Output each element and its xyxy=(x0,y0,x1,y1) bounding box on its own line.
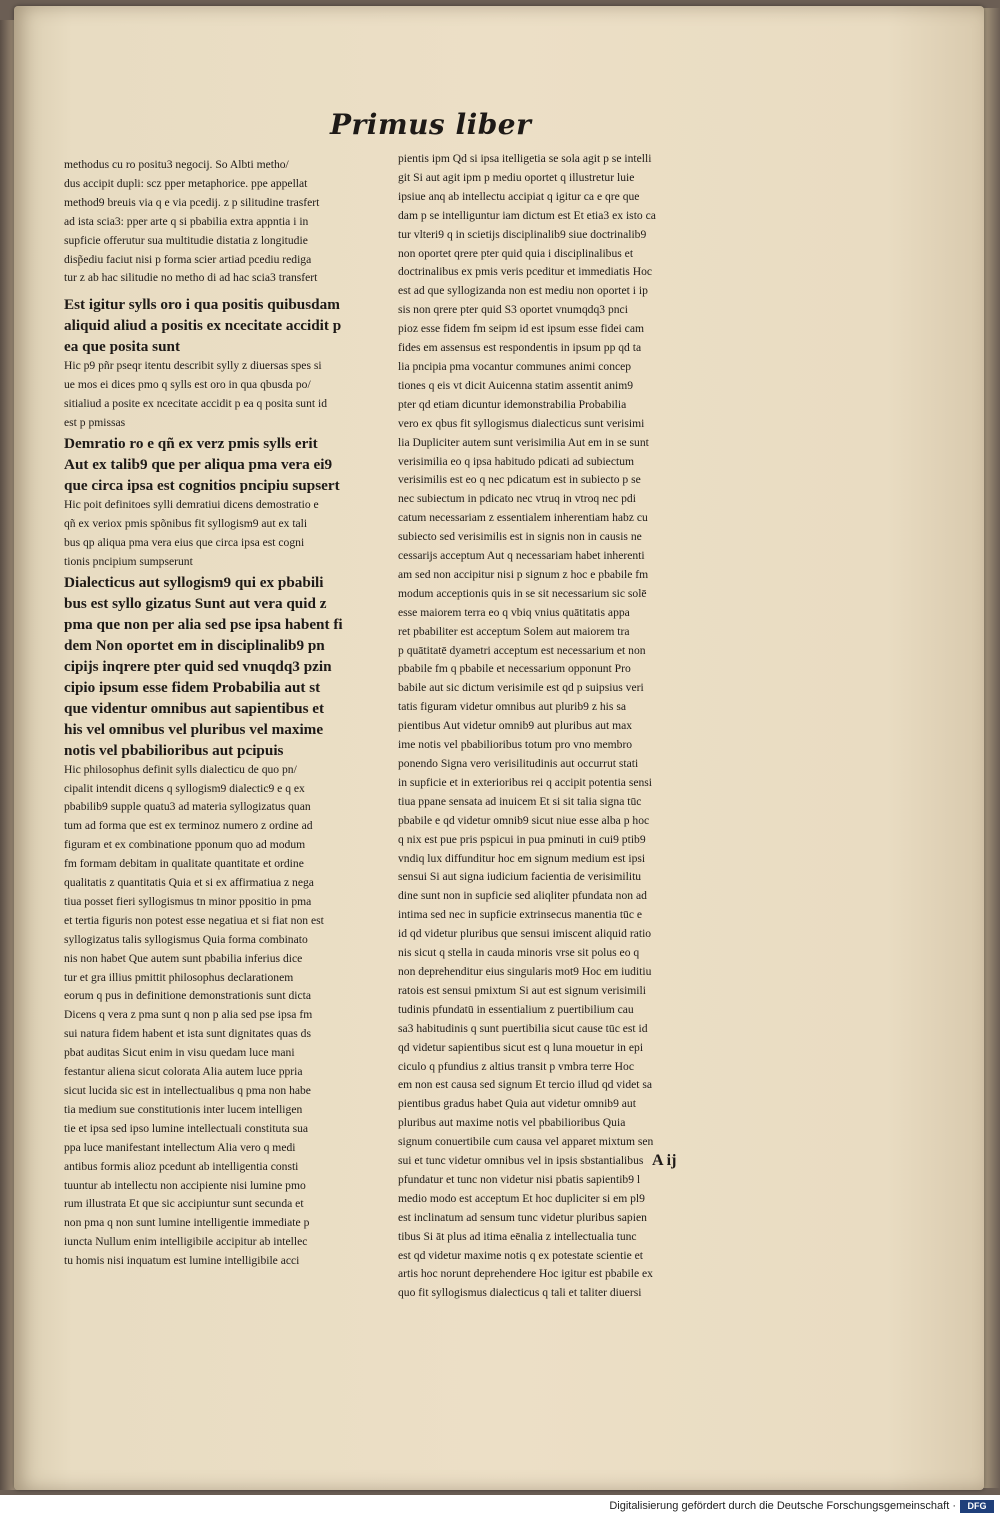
text-line-commentary: sicut lucida sic est in intellectualibus q pma non habe xyxy=(64,1084,311,1097)
text-line-commentary: nec subiectum in pdicato nec vtruq in vtroq nec pdi xyxy=(398,492,636,506)
text-line-commentary: am sed non accipitur nisi p signum z hoc e pbabile fm xyxy=(398,567,649,581)
text-line-commentary: pientis ipm Qd si ipsa itelligetia se sola agit p se intelli xyxy=(398,152,652,165)
text-line-major: ea que posita sunt xyxy=(64,338,181,356)
text-line-major: que videntur omnibus aut sapientibus et xyxy=(64,699,325,717)
text-line-commentary: non deprehenditur eius singularis mot9 Hoc em iuditiu xyxy=(398,964,652,978)
text-line-commentary: dam p se intelliguntur iam dictum est Et etia3 ex isto ca xyxy=(398,208,656,222)
text-line-commentary: esse maiorem terra eo q vbiq vnius quātitatis appa xyxy=(398,605,630,619)
text-line-commentary: ratois est sensui pmixtum Si aut est signum verisimili xyxy=(398,983,646,997)
text-line-major: his vel omnibus vel pluribus vel maxime xyxy=(64,720,324,738)
text-line-major: Est igitur sylls oro i qua positis quibusdam xyxy=(64,296,340,314)
text-line-commentary: Hic poit definitoes sylli demratiui dicens demostratio e xyxy=(64,497,319,511)
text-line-commentary: dus accipit dupli: scz pper metaphorice. ppe appellat xyxy=(64,176,308,190)
digitization-credit: Digitalisierung gefördert durch die Deutsche Forschungsgemeinschaft · xyxy=(609,1500,956,1512)
text-line-commentary: ponendo Signa vero verisilitudinis aut occurrut stati xyxy=(398,757,639,770)
text-line-commentary: festantur aliena sicut colorata Alia autem luce ppria xyxy=(64,1065,303,1079)
text-line-commentary: in supficie et in exterioribus rei q accipit potentia sensi xyxy=(398,775,653,789)
text-line-commentary: antibus formis alioz pcedunt ab intelligentia consti xyxy=(64,1159,299,1173)
text-line-commentary: qd videtur sapientibus sicut est q luna mouetur in epi xyxy=(398,1040,644,1054)
text-line-commentary: tie et ipsa sed ipso lumine intellectuali constituta sua xyxy=(64,1121,309,1135)
footer-bar xyxy=(0,1495,1000,1518)
text-line-commentary: artis hoc norunt deprehendere Hoc igitur est pbabile ex xyxy=(398,1267,653,1281)
text-line-commentary: pbabile fm q pbabile et necessarium opponunt Pro xyxy=(398,662,631,676)
text-line-commentary: intima sed nec in supficie extrinsecus manentia tūc e xyxy=(398,908,643,922)
text-line-commentary: pbabile e qd videtur omnib9 sicut niue esse alba p hoc xyxy=(398,813,650,827)
text-line-commentary: et tertia figuris non potest esse negatiua et si fiat non est xyxy=(64,913,324,927)
text-line-commentary: tiua posset fieri syllogismus tn minor ppositio in pma xyxy=(64,894,312,908)
text-line-commentary: methodus cu ro positu3 negocij. So Albti metho/ xyxy=(64,158,289,171)
text-line-commentary: eorum q pus in definitione demonstrationis sunt dicta xyxy=(64,989,311,1003)
text-line-commentary: tia medium sue constitutionis inter lucem intelligen xyxy=(64,1102,303,1116)
text-line-commentary: figuram et ex combinatione pponum quo ad modum xyxy=(64,838,306,852)
text-line-commentary: est p pmissas xyxy=(64,416,126,430)
text-line-commentary: ppa luce manifestant intellectum Alia vero q medi xyxy=(64,1140,296,1154)
text-line-commentary: q nix est pue pris pspicui in pua pminuti in cui9 ptib9 xyxy=(398,832,646,846)
text-line-commentary: sui natura fidem habent et ista sunt dignitates quas ds xyxy=(64,1027,311,1041)
text-line-commentary: ciculo q pfundius z altius transit p vmbra terre Hoc xyxy=(398,1059,634,1073)
text-line-commentary: lia Dupliciter autem sunt verisimilia Aut em in se sunt xyxy=(398,435,649,449)
text-line-commentary: cessarijs acceptum Aut q necessariam habet inherenti xyxy=(398,549,645,563)
text-line-commentary: fm formam debitam in qualitate quantitate et ordine xyxy=(64,857,304,871)
dfg-logo: DFG xyxy=(960,1500,994,1513)
text-line-commentary: lia pncipia pma vocantur communes animi concep xyxy=(398,359,632,373)
text-line-commentary: pter qd etiam dicuntur idemonstrabilia Probabilia xyxy=(398,397,627,411)
text-line-major: pma que non per alia sed pse ipsa habent fi xyxy=(64,615,343,633)
text-line-commentary: sis non qrere pter quid S3 oportet vnumqdq3 pnci xyxy=(398,303,628,317)
signature-mark: A ij xyxy=(652,1152,677,1169)
text-line-commentary: method9 breuis via q e via pcedij. z p silitudine trasfert xyxy=(64,195,320,209)
text-line-commentary: Dicens q vera z pma sunt q non p alia sed pse ipsa fm xyxy=(64,1008,313,1022)
text-line-commentary: vndiq lux diffunditur hoc em signum medium est ipsi xyxy=(398,851,646,865)
text-line-commentary: p quātitatē dyametri acceptum est necessarium et non xyxy=(398,643,646,657)
text-line-commentary: modum acceptionis quis in se sit necessarium sic solē xyxy=(398,586,647,600)
text-line-commentary: em non est causa sed signum Et tercio illud qd videt sa xyxy=(398,1078,653,1092)
text-line-commentary: pientibus Aut videtur omnib9 aut pluribus aut max xyxy=(398,719,633,733)
text-line-commentary: qualitatis z quantitatis Quia et si ex affirmatiua z nega xyxy=(64,876,314,890)
text-line-commentary: tum ad forma que est ex terminoz numero z ordine ad xyxy=(64,819,313,833)
text-line-major: aliquid aliud a positis ex ncecitate accidit p xyxy=(64,317,342,335)
text-line-major: dem Non oportet em in disciplinalib9 pn xyxy=(64,636,325,654)
text-line-commentary: ipsiue anq ab intellectu accipiat q igitur ca e qre que xyxy=(398,189,640,203)
text-line-commentary: nis sicut q stella in cauda minoris vrse sit polus eo q xyxy=(398,946,640,960)
text-line-commentary: supficie offerutur sua multitudie distatia z longitudie xyxy=(64,233,308,247)
text-line-commentary: tatis figuram videtur omnibus aut plurib9 z his sa xyxy=(398,700,626,714)
text-line-commentary: tudinis pfundatū in essentialium z puertibilium cau xyxy=(398,1002,634,1016)
text-line-commentary: tur z ab hac silitudie no metho di ad hac scia3 transfert xyxy=(64,271,318,285)
text-line-commentary: id qd videtur pluribus que sensui imiscent aliquid ratio xyxy=(398,927,652,941)
text-line-commentary: ue mos ei dices pmo q sylls est oro in qua qbusda po/ xyxy=(64,378,311,392)
text-line-commentary: est ad que syllogizanda non est mediu non oportet i ip xyxy=(398,284,648,298)
text-line-commentary: Hic p9 pñr pseqr itentu describit sylly z diuersas spes si xyxy=(64,359,322,373)
text-line-commentary: pbabilib9 supple quatu3 ad materia syllogizatus quan xyxy=(64,800,311,814)
text-line-commentary: sui et tunc videtur omnibus vel in ipsis sbstantialibus xyxy=(398,1154,644,1168)
text-line-commentary: tiua ppane sensata ad inuicem Et si sit talia signa tūc xyxy=(398,794,642,808)
text-line-commentary: syllogizatus talis syllogismus Quia forma combinato xyxy=(64,932,308,946)
text-line-commentary: non pma q non sunt lumine intelligentie immediate p xyxy=(64,1216,310,1230)
text-line-commentary: Hic philosophus definit sylls dialecticu de quo pn/ xyxy=(64,762,297,776)
text-line-commentary: bus qp aliqua pma vera eius que circa ipsa est cogni xyxy=(64,535,305,549)
running-head: Primus liber xyxy=(330,108,532,141)
text-line-commentary: subiecto sed verisimilis est in signis non in causis ne xyxy=(398,530,642,544)
text-line-commentary: tiones q eis vt dicit Auicenna statim assentit anim9 xyxy=(398,378,634,392)
text-line-commentary: est inclinatum ad sensum tunc videtur pluribus sapien xyxy=(398,1210,647,1224)
text-line-commentary: pfundatur et tunc non videtur nisi pbatis sapientib9 l xyxy=(398,1172,641,1186)
text-line-commentary: git Si aut agit ipm p mediu oportet q illustretur luie xyxy=(398,170,635,184)
text-line-major: cipijs inqrere pter quid sed vnuqdq3 pzin xyxy=(64,657,332,675)
text-line-commentary: doctrinalibus ex pmis veris pceditur et immediatis Hoc xyxy=(398,265,653,279)
text-line-commentary: tuuntur ab intellectu non accipiente nisi lumine pmo xyxy=(64,1178,306,1192)
text-line-commentary: vero ex qbus fit syllogismus dialecticus sunt verisimi xyxy=(398,416,645,430)
text-line-commentary: iuncta Nullum enim intelligibile accipitur ab intellec xyxy=(64,1235,308,1249)
text-line-commentary: pluribus aut maxime notis vel pbabilioribus Quia xyxy=(398,1116,626,1130)
text-line-commentary: fides em assensus est respondentis in ipsum pp qd ta xyxy=(398,341,642,355)
text-line-commentary: tibus Si āt plus ad itima eēnalia z intellectualia tunc xyxy=(398,1229,637,1243)
text-line-major: notis vel pbabilioribus aut pcipuis xyxy=(64,741,284,759)
text-line-commentary: sitialiud a posite ex ncecitate accidit p ea q posita sunt id xyxy=(64,397,328,411)
text-line-commentary: pientibus gradus habet Quia aut videtur omnib9 aut xyxy=(398,1097,636,1111)
text-line-major: Demratio ro e qñ ex verz pmis sylls erit xyxy=(64,434,318,452)
text-line-commentary: tur vlteri9 q in scietijs disciplinalib9 siue doctrinalib9 xyxy=(398,227,647,241)
text-line-commentary: sensui Si aut signa iudicium facientia de verisimilitu xyxy=(398,870,642,884)
text-line-commentary: sa3 habitudinis q sunt puertibilia sicut cause tūc est id xyxy=(398,1021,648,1035)
text-line-commentary: quo fit syllogismus dialecticus q tali et taliter diuersi xyxy=(398,1286,642,1300)
text-line-commentary: disp̃ediu faciut nisi p forma scier artiad pcediu rediga xyxy=(64,252,312,266)
text-line-major: que circa ipsa est cognitios pncipiu supsert xyxy=(64,476,340,494)
text-line-commentary: dine sunt non in supficie sed aliqliter pfundata non ad xyxy=(398,889,647,903)
text-line-commentary: tur et gra illius pmittit philosophus declarationem xyxy=(64,970,294,984)
text-line-major: bus est syllo gizatus Sunt aut vera quid z xyxy=(64,594,327,612)
text-line-commentary: ime notis vel pbabilioribus totum pro vno membro xyxy=(398,738,633,752)
left-text-column xyxy=(64,156,384,1271)
text-line-commentary: pioz esse fidem fm seipm id est ipsum esse fidei cam xyxy=(398,322,644,336)
text-line-commentary: est qd videtur maxime notis q ex potestate scientie et xyxy=(398,1248,644,1262)
text-line-major: cipio ipsum esse fidem Probabilia aut st xyxy=(64,678,321,696)
text-line-commentary: cipalit intendit dicens q syllogism9 dialectic9 e q ex xyxy=(64,781,305,795)
text-line-commentary: ad ista scia3: pper arte q si pbabilia extra appntia i in xyxy=(64,214,309,228)
text-line-commentary: babile aut sic dictum verisimile est qd p suipsius veri xyxy=(398,681,644,695)
text-line-commentary: non oportet qrere pter quid quia i disciplinalibus et xyxy=(398,246,634,260)
text-line-commentary: signum conuertibile cum causa vel apparet mixtum sen xyxy=(398,1135,654,1149)
text-line-commentary: tionis pncipium sumpserunt xyxy=(64,554,193,568)
text-line-major: Aut ex talib9 que per aliqua pma vera ei9 xyxy=(64,455,333,473)
text-line-commentary: tu homis nisi inquatum est lumine intelligibile acci xyxy=(64,1254,300,1268)
text-line-major: Dialecticus aut syllogism9 qui ex pbabili xyxy=(64,573,324,591)
right-text-column xyxy=(398,150,732,1303)
text-line-commentary: qñ ex veriox pmis spõnibus fit syllogism9 aut ex tali xyxy=(64,516,308,530)
text-line-commentary: verisimilis est eo q nec pdicatum est in subiecto p se xyxy=(398,473,641,487)
text-line-commentary: verisimilia eo q ipsa habitudo pdicati ad subiectum xyxy=(398,454,635,468)
text-line-commentary: pbat auditas Sicut enim in visu quedam luce mani xyxy=(64,1046,295,1060)
text-line-commentary: medio modo est acceptum Et hoc dupliciter si em pl9 xyxy=(398,1191,645,1205)
text-line-commentary: ret pbabiliter est acceptum Solem aut maiorem tra xyxy=(398,624,630,638)
text-line-commentary: rum illustrata Et que sic accipiuntur sunt secunda et xyxy=(64,1197,304,1211)
text-line-commentary: nis non habet Que autem sunt pbabilia inferius dice xyxy=(64,951,303,965)
text-line-commentary: catum necessariam z essentialem inherentiam habz cu xyxy=(398,511,648,525)
